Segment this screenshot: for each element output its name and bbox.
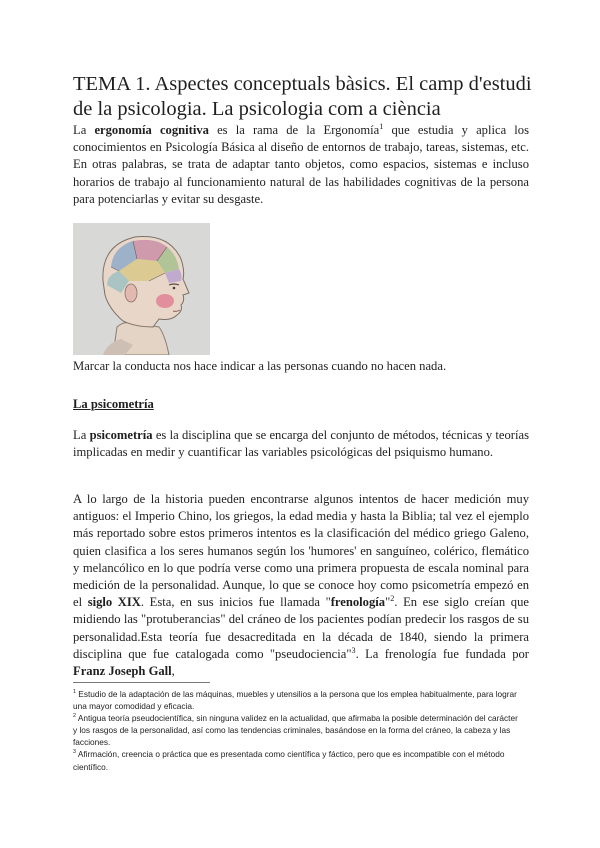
footnote-number: 2 xyxy=(73,713,76,720)
para3-text-2: . Esta, en sus inicios fue llamada " xyxy=(140,595,331,610)
intro-text-3: que estudia y aplica los conocimientos en Psicología Básica al diseño de entornos de trabajo, tareas, sistemas, etc. En otras palabras, se trata de adaptar tanto objetos, como espacios, sistemas e incluso horarios de trabajo al funcionamiento natural de las habilidades cognitivas de la persona para potenciarlas y evitar su desgaste. xyxy=(73,123,530,206)
intro-text-2: es la rama de la Ergonomía xyxy=(208,123,380,137)
phrenology-head-image xyxy=(73,223,210,355)
footnote-3 xyxy=(73,748,523,772)
section-heading-psicometria: La psicometría xyxy=(73,397,154,411)
para3-text-4: . En ese siglo creían que midiendo las "protuberancias" del cráneo de los pacientes podían predecir los rasgos de su personalidad.Esta teoría fue desacreditada en la década de 1840, siendo la primera disciplina que fue catalogada como "pseudociencia" xyxy=(73,595,529,661)
footnotes xyxy=(73,688,523,773)
intro-paragraph xyxy=(73,122,529,208)
footnote-divider xyxy=(73,682,210,683)
footnote-2 xyxy=(73,712,523,748)
footnote-text: Afirmación, creencia o práctica que es presentada como científica y fáctico, pero que es incompatible con el método científico. xyxy=(73,749,505,772)
footnote-ref-1[interactable]: 1 xyxy=(379,121,384,131)
para3-text-1: A lo largo de la historia pueden encontrarse algunos intentos de hacer medición muy antiguos: el Imperio Chino, los griegos, la edad media y hasta la Biblia; tal vez el ejemplo más reportado sobre estos primeros intentos es la clasificación del médico griego Galeno, quien clasifica a los seres humanos según los 'humores' en sanguíneo, colérico, flemático y melancólico en lo que podría verse como una primera propuesta de escala nominal para medición de la personalidad. Aunque, lo que se conoce hoy como psicometría empezó en el xyxy=(73,492,529,610)
footnote-number: 1 xyxy=(73,689,76,696)
term-psicometria: psicometría xyxy=(89,428,153,442)
footnote-ref-2[interactable]: 2 xyxy=(390,594,395,604)
para3-text-6: , xyxy=(171,664,175,679)
footnote-text: Antigua teoría pseudocientífica, sin ninguna validez en la actualidad, que afirmaba la posible determinación del carácter y los rasgos de la personalidad, así como las tendencias criminales, basándose en la forma del cráneo, la cabeza y las facciones. xyxy=(73,713,518,748)
para2-text-2: es la disciplina que se encarga del conjunto de métodos, técnicas y teorías implicadas en medir y cuantificar las variables psicológicas del psiquismo humano. xyxy=(73,428,529,460)
footnote-text: Estudio de la adaptación de las máquinas, muebles y utensilios a la persona que los emplea habitualmente, para lograr una mayor comodidad y eficacia. xyxy=(73,689,517,712)
psicometria-definition-paragraph xyxy=(73,427,529,461)
term-ergonomia-cognitiva: ergonomía cognitiva xyxy=(94,123,209,137)
para3-text-3: " xyxy=(385,595,391,610)
intro-text-1: La xyxy=(73,123,95,137)
footnote-ref-3[interactable]: 3 xyxy=(351,645,356,655)
footnote-number: 3 xyxy=(73,749,76,756)
term-frenologia: frenología xyxy=(330,595,386,610)
figure-caption: Marcar la conducta nos hace indicar a las personas cuando no hacen nada. xyxy=(73,359,447,373)
term-franz-joseph-gall: Franz Joseph Gall xyxy=(73,664,172,679)
page-title: TEMA 1. Aspectes conceptuals bàsics. El camp d'estudi de la psicologia. La psicologia com a ciència xyxy=(73,73,532,120)
footnote-1 xyxy=(73,688,523,712)
term-siglo-xix: siglo XIX xyxy=(87,595,141,610)
phrenology-head-illustration xyxy=(73,223,210,355)
history-paragraph xyxy=(73,491,529,680)
para3-text-5: . La frenología fue fundada por xyxy=(355,646,530,661)
para2-text-1: La xyxy=(73,428,90,442)
